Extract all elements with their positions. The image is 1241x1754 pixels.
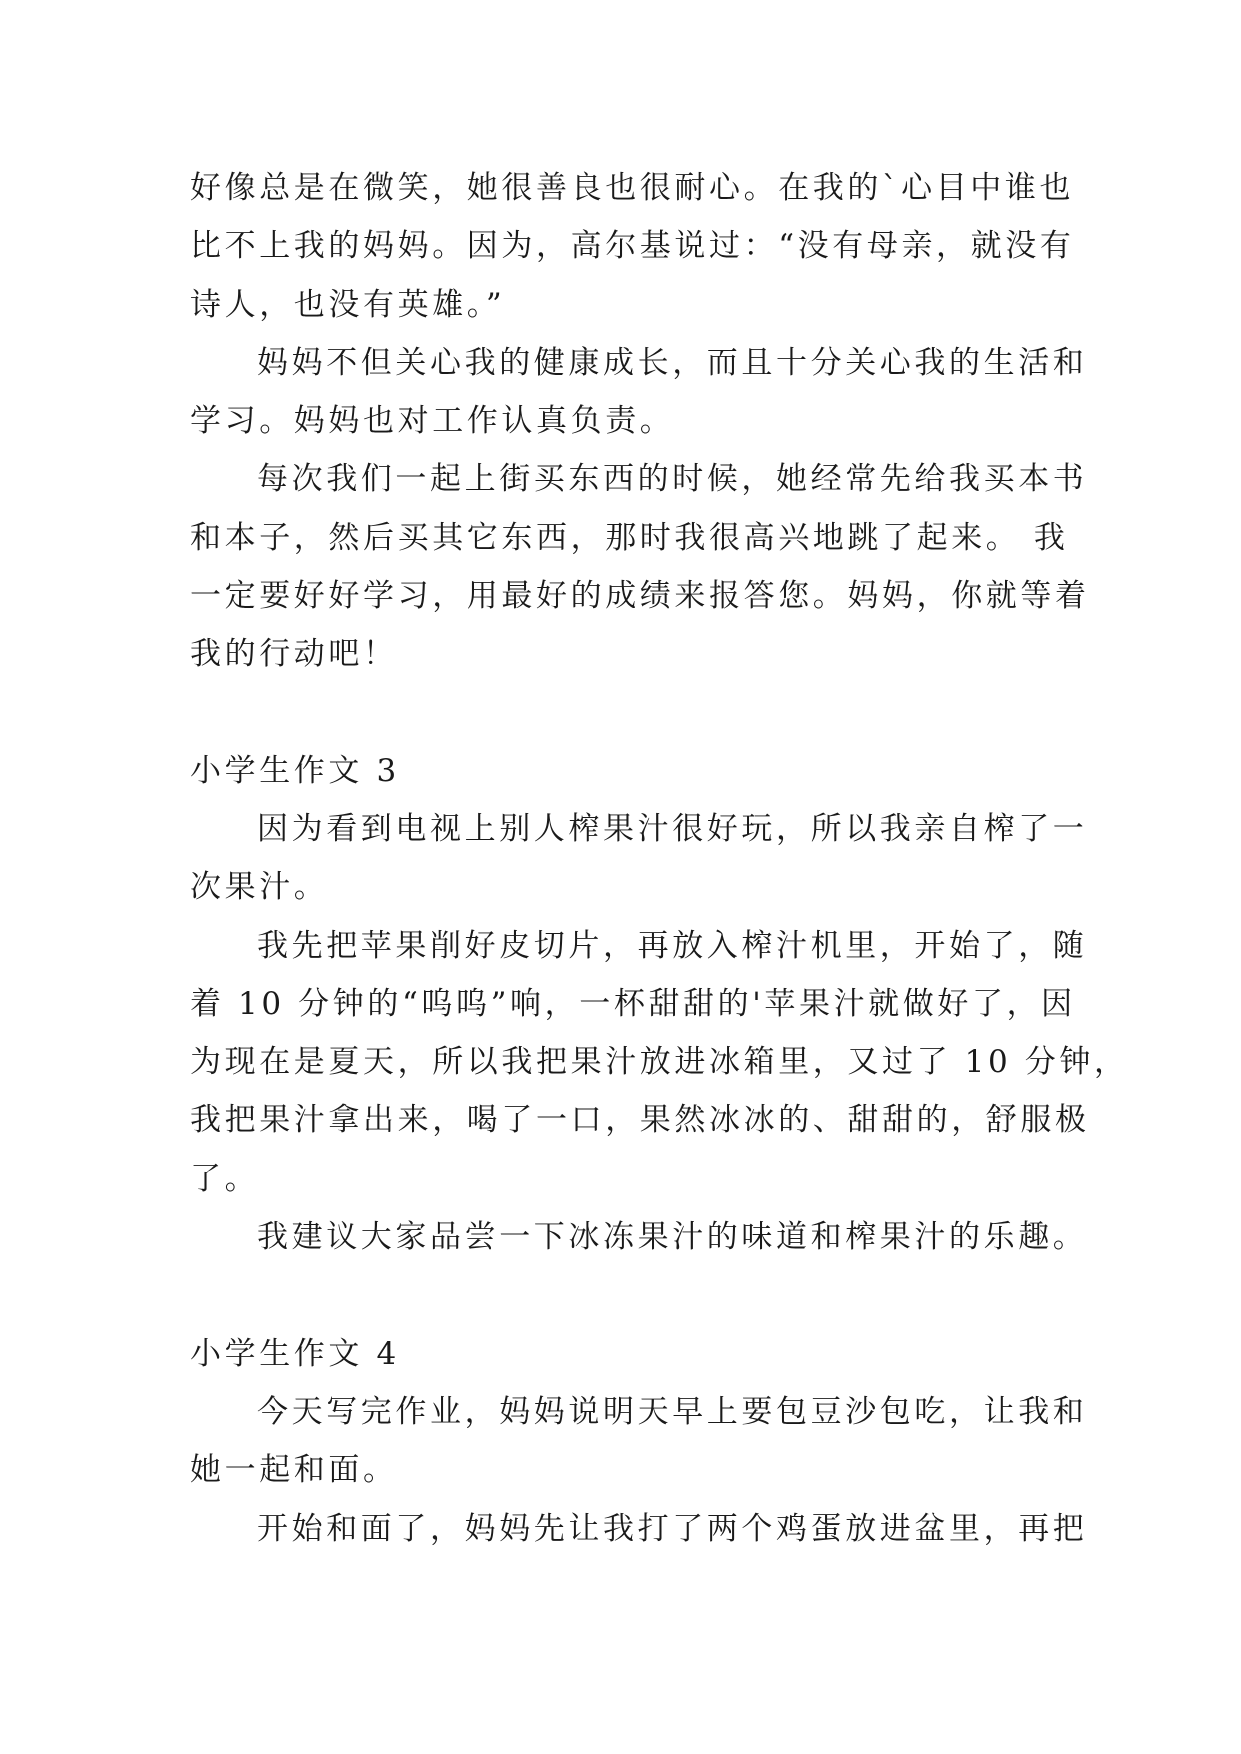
paragraph-line: 我先把苹果削好皮切片，再放入榨汁机里，开始了，随 — [257, 928, 1088, 964]
paragraph-line: 我的行动吧！ — [190, 636, 398, 672]
paragraph-line: 妈妈不但关心我的健康成长，而且十分关心我的生活和 — [257, 345, 1088, 381]
paragraph-line: 和本子，然后买其它东西，那时我很高兴地跳了起来。 我 — [190, 520, 1069, 556]
paragraph-line: 她一起和面。 — [190, 1452, 398, 1488]
paragraph-line: 诗人，也没有英雄。” — [190, 287, 506, 323]
paragraph-line: 我建议大家品尝一下冰冻果汁的味道和榨果汁的乐趣。 — [257, 1219, 1088, 1255]
paragraph-line: 了。 — [190, 1161, 260, 1197]
section-heading: 小学生作文 4 — [190, 1336, 400, 1372]
paragraph-line: 学习。妈妈也对工作认真负责。 — [190, 403, 675, 439]
paragraph-line: 着 10 分钟的“呜呜”响，一杯甜甜的'苹果汁就做好了，因 — [190, 986, 1076, 1022]
paragraph-line: 好像总是在微笑，她很善良也很耐心。在我的`心目中谁也 — [190, 170, 1075, 206]
paragraph-line: 一定要好好学习，用最好的成绩来报答您。妈妈，你就等着 — [190, 578, 1090, 614]
paragraph-line: 开始和面了，妈妈先让我打了两个鸡蛋放进盆里，再把 — [257, 1511, 1088, 1547]
paragraph-line: 今天写完作业，妈妈说明天早上要包豆沙包吃，让我和 — [257, 1394, 1088, 1430]
paragraph-line: 每次我们一起上街买东西的时候，她经常先给我买本书 — [257, 461, 1088, 497]
section-heading: 小学生作文 3 — [190, 753, 400, 789]
paragraph-line: 因为看到电视上别人榨果汁很好玩，所以我亲自榨了一 — [257, 811, 1088, 847]
paragraph-line: 比不上我的妈妈。因为，高尔基说过：“没有母亲，就没有 — [190, 228, 1075, 264]
paragraph-line: 为现在是夏天，所以我把果汁放进冰箱里，又过了 10 分钟， — [190, 1044, 1129, 1080]
paragraph-line: 次果汁。 — [190, 869, 329, 905]
paragraph-line: 我把果汁拿出来，喝了一口，果然冰冰的、甜甜的，舒服极 — [190, 1102, 1090, 1138]
